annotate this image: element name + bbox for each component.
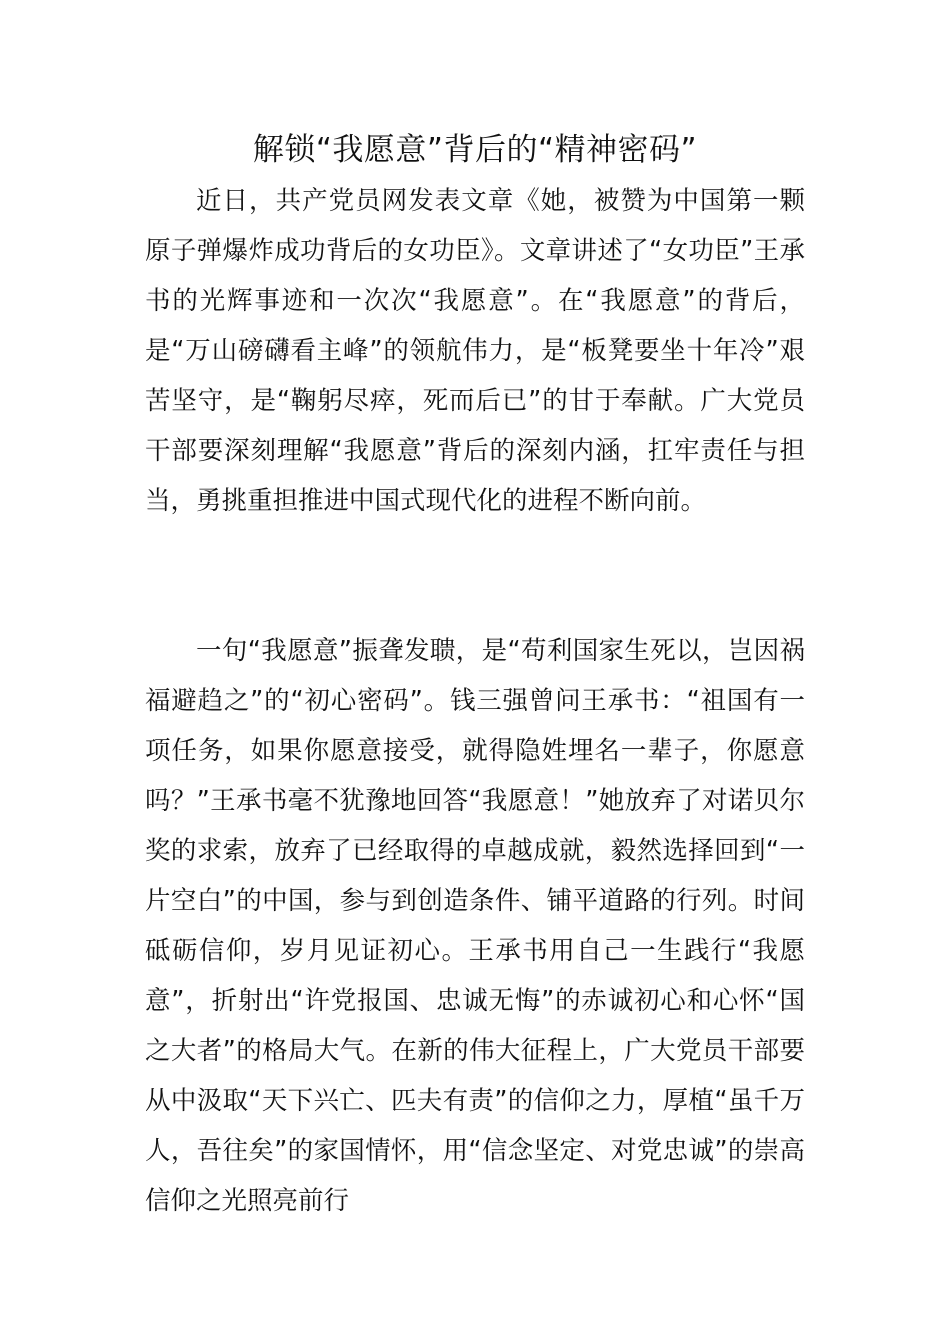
document-title: 解锁“我愿意”背后的“精神密码”	[252, 132, 698, 168]
paragraph-body: 一句“我愿意”振聋发聩，是“苟利国家生死以，岂因祸福避趋之”的“初心密码”。钱三强曾问王承书：“祖国有一项任务，如果你愿意接受，就得隐姓埋名一辈子，你愿意吗？”王承书毫不犹豫地回答“我愿意！”她放弃了对诺贝尔奖的求索，放弃了已经取得的卓越成就，毅然选择回到“一片空白”的中国，参与到创造条件、铺平道路的行列。时间砥砺信仰，岁月见证初心。王承书用自己一生践行“我愿意”，折射出“许党报国、忠诚无悔”的赤诚初心和心怀“国之大者”的格局大气。在新的伟大征程上，广大党员干部要从中汲取“天下兴亡、匹夫有责”的信仰之力，厚植“虽千万人，吾往矣”的家国情怀，用“信念坚定、对党忠诚”的崇高信仰之光照亮前行	[145, 636, 805, 1216]
paragraph-intro: 近日，共产党员网发表文章《她，被赞为中国第一颗原子弹爆炸成功背后的女功臣》。文章讲述了“女功臣”王承书的光辉事迹和一次次“我愿意”。在“我愿意”的背后，是“万山磅礴看主峰”的领航伟力，是“板凳要坐十年冷”艰苦坚守，是“鞠躬尽瘁，死而后已”的甘于奉献。广大党员干部要深刻理解“我愿意”背后的深刻内涵，扛牢责任与担当，勇挑重担推进中国式现代化的进程不断向前。	[145, 186, 805, 516]
